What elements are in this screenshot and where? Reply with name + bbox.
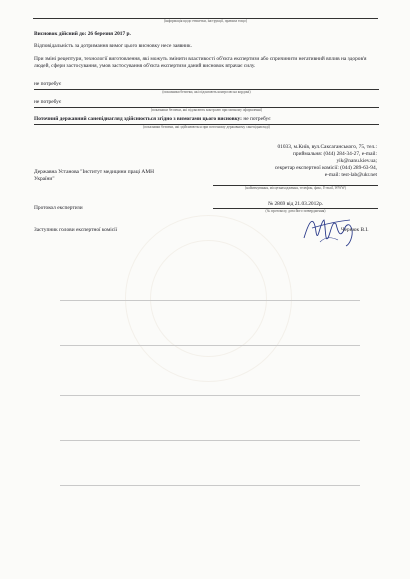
border-control-value: не потребує bbox=[34, 81, 62, 87]
bleed-line bbox=[60, 300, 360, 301]
protocol-value: № 2869 від 21.03.2012р. bbox=[267, 201, 324, 207]
bleed-line bbox=[60, 395, 360, 396]
institution-address bbox=[215, 144, 377, 179]
signatory-name: Чернюк В.І. bbox=[341, 227, 369, 233]
address-line: приймальня: (044) 284-34-27, e-mail: bbox=[293, 151, 377, 157]
customs-control-caption: (показники безпеки, які підлягають контролю при митному оформленні) bbox=[150, 108, 263, 112]
address-line: секретар експертної комісії: (044) 289-63-94, bbox=[274, 165, 377, 171]
supervision-value: не потребує bbox=[243, 116, 271, 122]
bleed-line bbox=[60, 440, 360, 441]
watermark-seal-inner bbox=[150, 240, 267, 357]
address-line: e-mail: test-lab@ukr.net bbox=[324, 172, 377, 178]
address-line: yik@nanu.kiev.ua; bbox=[336, 158, 377, 164]
border-control-caption: (показники безпеки, які підлягають контролю на кордоні) bbox=[162, 90, 251, 94]
protocol-label: Протокол експертизи bbox=[34, 205, 83, 211]
address-line: 01033, м.Київ, вул.Саксаганського, 75, тел.: bbox=[277, 144, 377, 150]
supervision-caption: (показники безпеки, які здійснюються при поточному державному санепіднагляді) bbox=[143, 125, 270, 129]
bleed-line bbox=[60, 345, 360, 346]
responsibility-text: Відповідальність за дотримання вимог цього висновку несе заявник. bbox=[34, 43, 193, 49]
institution-caption: (найменування, місцезнаходження, телефон, факс, E-mail, WWW) bbox=[245, 186, 346, 190]
bleed-line bbox=[60, 485, 360, 486]
supervision-label bbox=[34, 116, 271, 123]
protocol-caption: (№ протоколу, дата його затвердження) bbox=[265, 209, 326, 213]
signatory-title: Заступник голови експертної комісії bbox=[34, 227, 118, 233]
top-caption: (інформація щодо етикетки, інструкції, правила тощо) bbox=[163, 19, 248, 23]
change-notice-text: При зміні рецептури, технології виготовлення, які можуть змінити властивості об'єкта експертизи або спричинити негативний вплив на здоров'я людей, сфери застосування, умов застосування об'єкта експертизи даний висновок втрачає силу. bbox=[34, 56, 367, 69]
supervision-label-text: Поточний державний санепіднагляд здійснюється згідно з вимогами цього висновку: bbox=[34, 116, 242, 122]
customs-control-value: не потребує bbox=[34, 99, 62, 105]
institution-name: Державна Установа "Інститут медицини праці АМН України" bbox=[34, 169, 155, 182]
validity-date: Висновок дійсний до: 26 березня 2017 р. bbox=[34, 31, 131, 37]
